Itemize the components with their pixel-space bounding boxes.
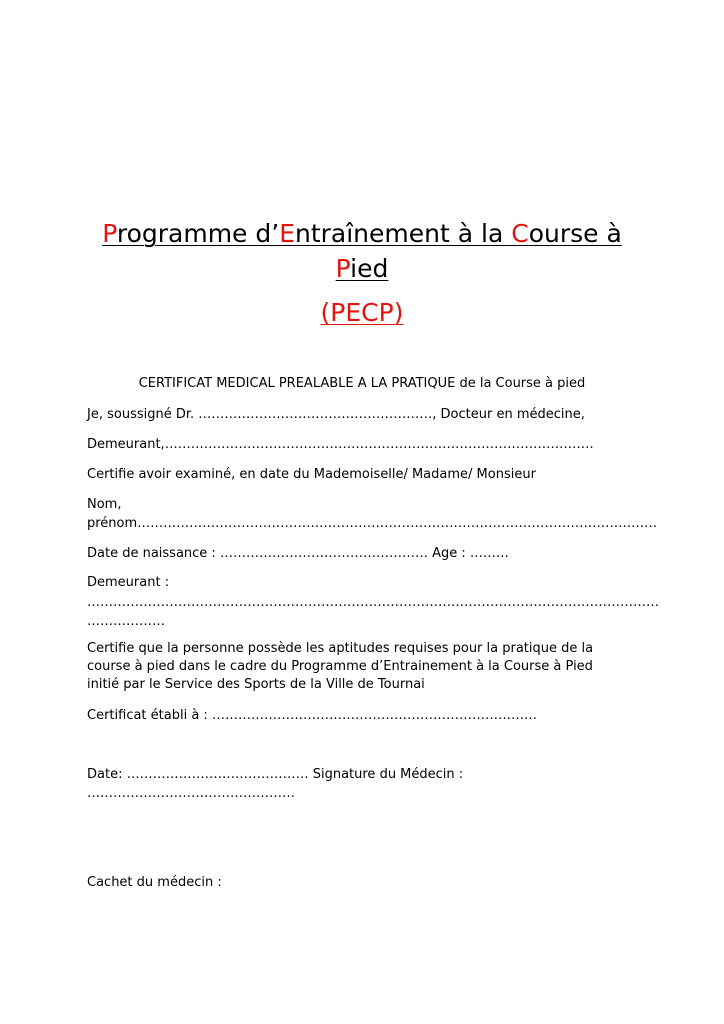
title-segment-line1-5: ourse à (528, 219, 622, 248)
doctor-stamp-label: Cachet du médecin : (87, 875, 222, 890)
title-initial-line1-4: C (511, 219, 529, 248)
address-dots-line-2: ……………… (87, 614, 165, 629)
title-segment-line1-3: ntraînement à la (294, 219, 512, 248)
title-initial-line1-2: E (279, 219, 295, 248)
title-line-1 (60, 219, 664, 249)
certificate-heading: CERTIFICAT MEDICAL PREALABLE A LA PRATIQUE de la Course à pied (138, 376, 586, 391)
doctor-name-line: Je, soussigné Dr. ………………………………………………, Docteur en médecine, (87, 407, 585, 422)
title-initial-line1-0: P (102, 219, 117, 248)
signature-dots-line: ………………………………………… (87, 786, 295, 801)
firstname-line: prénom………………………………………………………………………………………………………… (87, 516, 658, 531)
issue-place-line: Certificat établi à : ………………………………………………………………… (87, 708, 537, 723)
aptitude-line-2: course à pied dans le cadre du Programme d’Entrainement à la Course à Pied (87, 659, 593, 674)
birth-age-line: Date de naissance : ………………………………………… Age : ……… (87, 546, 509, 561)
address-label: Demeurant : (87, 575, 170, 590)
title-initial-line2-0: P (335, 254, 351, 283)
title-line-2 (60, 254, 664, 284)
exam-certification-line: Certifie avoir examiné, en date du Mademoiselle/ Madame/ Monsieur (87, 467, 536, 482)
aptitude-line-3: initié par le Service des Sports de la Ville de Tournai (87, 677, 425, 692)
name-label: Nom, (87, 497, 122, 512)
doctor-address-line: Demeurant,……………………………………………………………………………………… (87, 437, 594, 452)
aptitude-line-1: Certifie que la personne possède les aptitudes requises pour la pratique de la (87, 641, 594, 656)
title-segment-line1-1: rogramme d’ (116, 219, 280, 248)
title-segment-line2-1: ied (350, 254, 389, 283)
date-signature-line: Date: …………………………………… Signature du Médecin : (87, 767, 464, 782)
address-dots-line: …………………………………………………………………………………………………………………… (87, 595, 659, 610)
title-acronym: (PECP) (320, 298, 404, 327)
